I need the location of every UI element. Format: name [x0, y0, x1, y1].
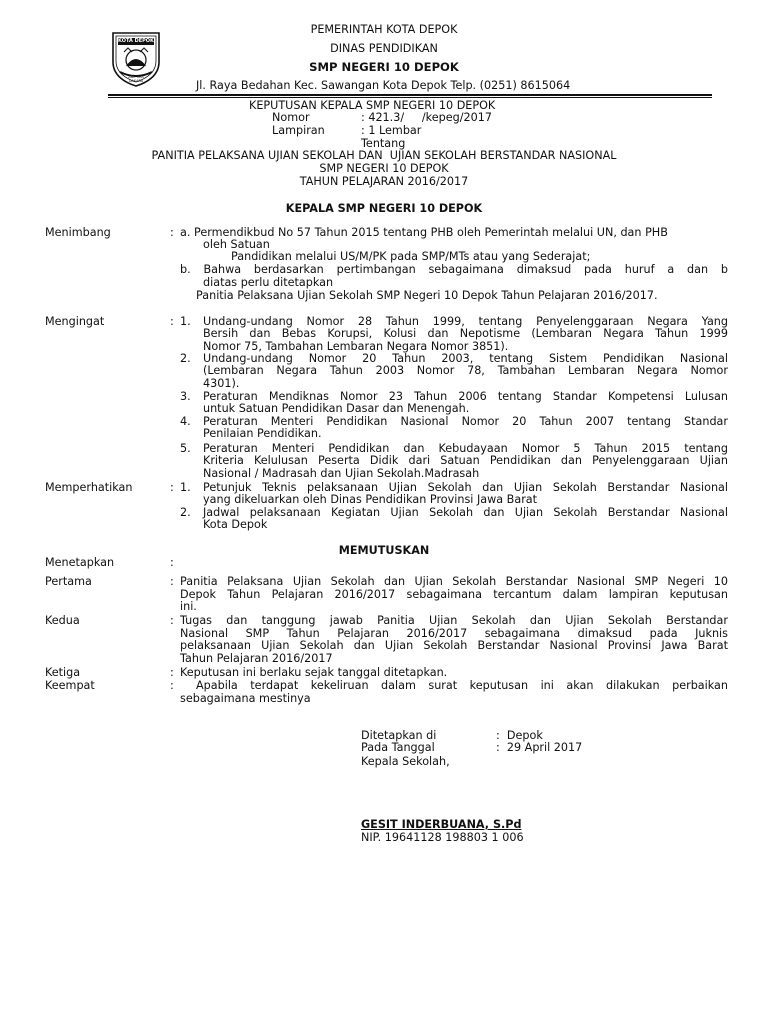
tanggal-value: : 29 April 2017 [496, 741, 583, 754]
colon: : [170, 575, 174, 588]
memutuskan-heading: MEMUTUSKAN [338, 544, 430, 557]
memperhatikan-item-line: Jadwal pelaksanaan Kegiatan Ujian Sekolah dan Ujian Sekolah Berstandar Nasional [203, 506, 728, 519]
mengingat-item-line: Penilaian Pendidikan. [203, 427, 322, 441]
pertama-line: Depok Tahun Pelajaran 2016/2017 sebagaimana tercantum dalam lampiran keputusan [180, 587, 728, 601]
subject-line1: PANITIA PELAKSANA UJIAN SEKOLAH DAN UJIAN SEKOLAH BERSTANDAR NASIONAL [151, 149, 617, 162]
mengingat-item-number: 5. [180, 442, 191, 455]
kedua-line: Tugas dan tanggung jawab Panitia Ujian Sekolah dan Ujian Sekolah Berstandar [180, 614, 728, 627]
mengingat-item-number: 4. [180, 415, 191, 428]
mengingat-item-line: 4301). [203, 376, 240, 390]
signatory-nip: NIP. 19641128 198803 1 006 [361, 831, 524, 844]
memperhatikan-item-line: yang dikeluarkan oleh Dinas Pendidikan Provinsi Jawa Barat [203, 493, 538, 507]
kedua-label: Kedua [45, 614, 80, 627]
subject-line3: TAHUN PELAJARAN 2016/2017 [299, 175, 469, 188]
signatory-name: GESIT INDERBUANA, S.Pd [361, 818, 522, 831]
letterhead-rule [108, 94, 712, 96]
menimbang-label: Menimbang [45, 226, 111, 239]
memperhatikan-item-line: Petunjuk Teknis pelaksanaan Ujian Sekolah dan Ujian Sekolah Berstandar Nasional [203, 481, 728, 494]
tentang: Tentang [361, 137, 406, 150]
logo-text: KOTA DEPOK [118, 38, 154, 44]
mengingat-item-line: untuk Satuan Pendidikan Dasar dan Menengah. [203, 402, 470, 416]
memperhatikan-item-number: 2. [180, 506, 191, 519]
keempat-line: Apabila terdapat kekeliruan dalam surat keputusan ini akan dilakukan perbaikan [196, 679, 728, 692]
menimbang-a-line2: oleh Satuan [203, 238, 270, 251]
menimbang-b-line3: Panitia Pelaksana Ujian Sekolah SMP Negeri 10 Depok Tahun Pelajaran 2016/2017. [196, 289, 658, 302]
pertama-line: ini. [180, 600, 197, 613]
mengingat-item-line: Peraturan Mendiknas Nomor 23 Tahun 2006 tentang Standar Kompetensi Lulusan [203, 390, 728, 403]
mengingat-item-line: Undang-undang Nomor 28 Tahun 1999, tentang Penyelenggaraan Negara Yang [203, 315, 728, 328]
menimbang-a-line3: Pandidikan melalui US/M/PK pada SMP/MTs atau yang Sederajat; [231, 250, 591, 263]
menetapkan-label: Menetapkan [45, 556, 115, 569]
lampiran-value: : 1 Lembar [361, 124, 422, 137]
ketiga-text: Keputusan ini berlaku sejak tanggal ditetapkan. [180, 666, 448, 679]
letterhead-rule-thin [108, 97, 712, 98]
memperhatikan-item-number: 1. [180, 481, 191, 494]
subject-line2: SMP NEGERI 10 DEPOK [319, 162, 449, 175]
colon: : [170, 679, 174, 692]
ditetapkan-label: Ditetapkan di [361, 729, 437, 742]
tanggal-label: Pada Tanggal [361, 741, 435, 754]
lampiran-label: Lampiran [272, 124, 325, 137]
kop-address: Jl. Raya Bedahan Kec. Sawangan Kota Depok Telp. (0251) 8615064 [196, 79, 571, 92]
colon: : [170, 666, 174, 679]
decree-title: KEPUTUSAN KEPALA SMP NEGERI 10 DEPOK [249, 99, 496, 112]
jabatan: Kepala Sekolah, [361, 755, 450, 768]
memperhatikan-label: Memperhatikan [45, 481, 133, 494]
mengingat-item-number: 1. [180, 315, 191, 328]
ketiga-label: Ketiga [45, 666, 81, 679]
colon: : [170, 556, 174, 569]
kop-line1: PEMERINTAH KOTA DEPOK [310, 23, 458, 36]
mengingat-item-line: Peraturan Menteri Pendidikan dan Kebudayaan Nomor 5 Tahun 2015 tentang [203, 442, 728, 455]
mengingat-item-number: 3. [180, 390, 191, 403]
kepala-heading: KEPALA SMP NEGERI 10 DEPOK [285, 202, 483, 215]
kedua-line: Nasional SMP Tahun Pelajaran 2016/2017 sebagaimana dimaksud pada Juknis [180, 626, 728, 640]
keempat-line: sebagaimana mestinya [180, 691, 311, 705]
memperhatikan-item-line: Kota Depok [203, 518, 268, 532]
logo-motto: ADIPURA DAKARA [128, 75, 144, 83]
menimbang-a-line1: a. Permendikbud No 57 Tahun 2015 tentang PHB oleh Pemerintah melalui UN, dan PHB [180, 226, 668, 239]
kop-line2: DINAS PENDIDIKAN [330, 42, 438, 55]
pertama-label: Pertama [45, 575, 92, 588]
menimbang-b-line2: diatas perlu ditetapkan [203, 276, 334, 289]
mengingat-item-line: Nomor 75, Tambahan Lembaran Negara Nomor 3851). [203, 339, 509, 353]
mengingat-item-line: (Lembaran Negara Tahun 2003 Nomor 78, Tambahan Lembaran Negara Nomor [203, 364, 728, 378]
mengingat-item-line: Nasional / Madrasah dan Ujian Sekolah.Madrasah [203, 466, 480, 480]
mengingat-item-number: 2. [180, 352, 191, 365]
kedua-line: pelaksanaan Ujian Sekolah dan Ujian Sekolah Berstandar Nasional Provinsi Jawa Barat [180, 639, 728, 652]
pertama-line: Panitia Pelaksana Ujian Sekolah dan Ujian Sekolah Berstandar Nasional SMP Negeri 10 [180, 575, 728, 588]
nomor-label: Nomor [272, 111, 310, 124]
colon: : [170, 481, 174, 494]
menimbang-b-line1: b. Bahwa berdasarkan pertimbangan sebagaimana dimaksud pada huruf a dan b [180, 263, 728, 276]
ditetapkan-value: : Depok [496, 729, 543, 742]
nomor-value: : 421.3/ /kepeg/2017 [361, 111, 492, 124]
colon: : [170, 614, 174, 627]
kedua-line: Tahun Pelajaran 2016/2017 [180, 651, 333, 665]
mengingat-label: Mengingat [45, 315, 105, 328]
colon: : [170, 226, 174, 239]
keempat-label: Keempat [45, 679, 95, 692]
mengingat-item-line: Peraturan Menteri Pendidikan Nasional Nomor 20 Tahun 2007 tentang Standar [203, 415, 728, 428]
colon: : [170, 315, 174, 328]
city-logo [110, 30, 162, 88]
mengingat-item-line: Kriteria Kelulusan Peserta Didik dari Satuan Pendidikan dan Penyelenggaraan Ujian [203, 454, 728, 468]
kop-school-name: SMP NEGERI 10 DEPOK [309, 60, 459, 74]
mengingat-item-line: Bersih dan Bebas Korupsi, Kolusi dan Nepotisme (Lembaran Negara Tahun 1999 [203, 327, 728, 341]
mengingat-item-line: Undang-undang Nomor 20 Tahun 2003, tentang Sistem Pendidikan Nasional [203, 352, 728, 365]
